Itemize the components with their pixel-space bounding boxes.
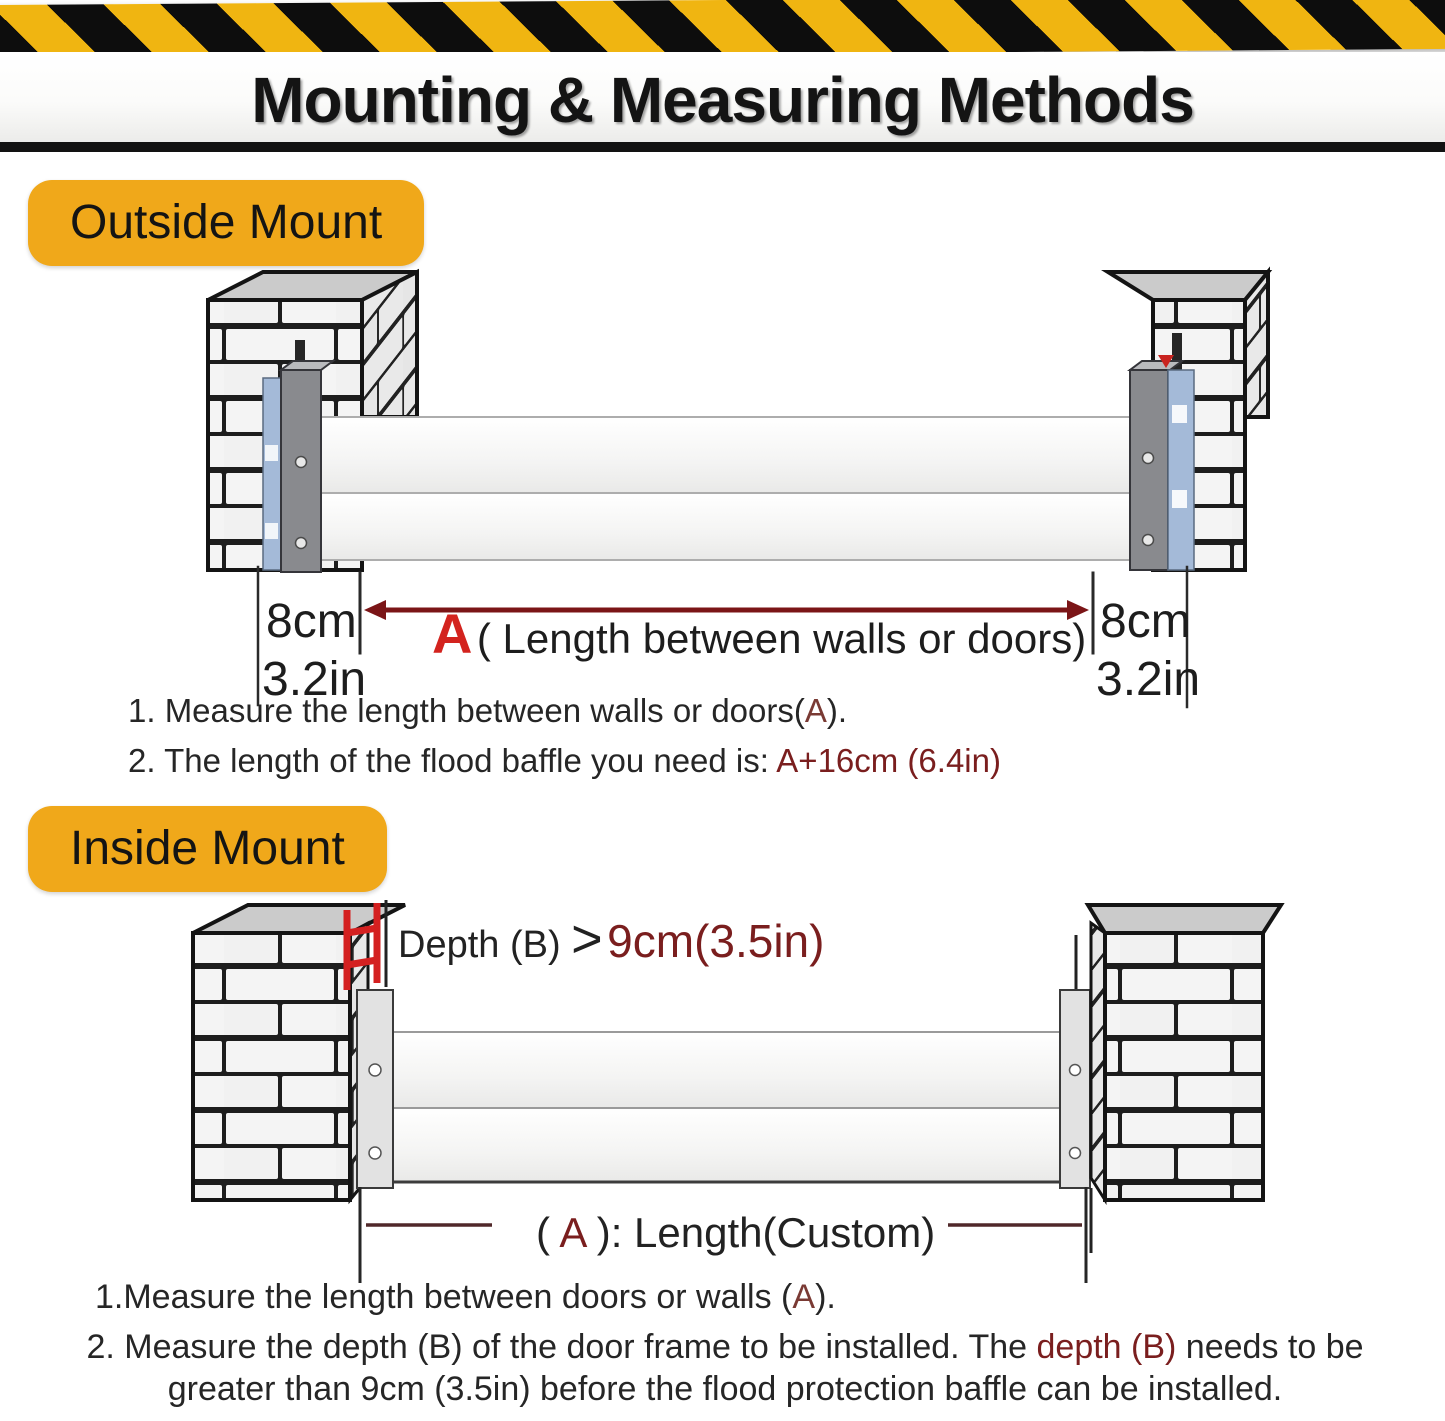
screw-hole: [1070, 1148, 1081, 1159]
inside-mount-badge: Inside Mount: [28, 806, 387, 892]
step-text: 2. Measure the depth (B) of the door frame to be installed. The: [86, 1328, 1037, 1366]
pillar-front-face: [1105, 933, 1263, 1200]
screw-hole: [296, 538, 307, 549]
seal-highlight: [1172, 405, 1187, 423]
outside-step-2: [128, 742, 1001, 780]
screw-hole: [1143, 535, 1154, 546]
dim-label-left-in: 3.2in: [262, 653, 367, 706]
barrier-plank-top: [312, 417, 1140, 493]
screw-hole: [296, 457, 307, 468]
gauge-rung: [347, 960, 377, 965]
outside-mount-badge: Outside Mount: [28, 180, 424, 266]
flood-barrier: [312, 417, 1140, 560]
barrier-plank-bottom: [312, 493, 1140, 560]
flood-barrier: [385, 1032, 1060, 1182]
label-a-rest: ( Length between walls or doors): [476, 615, 1087, 662]
screw-hole: [1070, 1065, 1081, 1076]
barrier-plank-top: [385, 1032, 1060, 1108]
inside-step-2: [40, 1326, 1410, 1410]
inside-mount-diagram: [0, 895, 1445, 1295]
label-a-red: A: [432, 602, 473, 665]
header-divider-bar: [0, 142, 1445, 152]
gauge-rung: [347, 928, 377, 933]
step-text: needs to be greater than 9cm (3.5in) before the flood protection baffle can be installed.: [167, 1328, 1364, 1409]
seal-highlight: [265, 523, 278, 539]
inside-step-1: [95, 1278, 836, 1317]
pillar-top-face: [1108, 272, 1268, 300]
step-em: depth (B): [1036, 1328, 1177, 1366]
step-em: A+16cm (6.4in): [776, 742, 1001, 779]
step-text: ).: [826, 692, 848, 729]
depth-label: [398, 909, 824, 969]
pillar-top-face: [1088, 905, 1281, 933]
seal-strip: [1168, 370, 1194, 570]
left-mounting-bracket: [357, 990, 393, 1188]
screw-hole: [369, 1064, 381, 1076]
right-brick-pillar: [1088, 905, 1281, 1200]
seal-strip: [263, 378, 281, 570]
greater-than-sign: >: [571, 909, 603, 969]
len-pre: (: [536, 1209, 550, 1256]
arrowhead-left: [364, 600, 386, 620]
step-text: ).: [815, 1278, 836, 1316]
barrier-plank-bottom: [385, 1108, 1060, 1182]
step-text: 1.Measure the length between doors or walls (: [95, 1278, 793, 1316]
hazard-tape-banner: [0, 0, 1445, 59]
seal-highlight: [1172, 490, 1187, 508]
dim-label-right-in: 3.2in: [1096, 653, 1201, 706]
screw-hole: [1143, 453, 1154, 464]
seal-highlight: [265, 445, 278, 461]
length-custom-label: [536, 1209, 935, 1256]
outside-step-1: [128, 692, 847, 730]
len-a: A: [559, 1209, 586, 1256]
dim-label-left-cm: 8cm: [266, 595, 357, 648]
pillar-front-face: [193, 933, 350, 1200]
depth-label-value: 9cm(3.5in): [607, 915, 825, 967]
screw-hole: [369, 1147, 381, 1159]
outside-mount-diagram: [0, 255, 1445, 710]
step-text: 2. The length of the flood baffle you need is:: [128, 742, 777, 779]
step-em: A: [804, 692, 827, 729]
len-post: ): Length(Custom): [596, 1209, 936, 1256]
pillar-side-face: [1091, 923, 1105, 1200]
step-text: 1. Measure the length between walls or doors(: [128, 692, 805, 729]
step-em: A: [792, 1278, 816, 1316]
depth-label-pre: Depth (B): [398, 924, 572, 966]
dim-label-right-cm: 8cm: [1100, 595, 1191, 648]
pillar-side-face: [362, 272, 417, 417]
pillar-side-face: [1245, 272, 1268, 417]
page-title: Mounting & Measuring Methods: [251, 64, 1194, 136]
